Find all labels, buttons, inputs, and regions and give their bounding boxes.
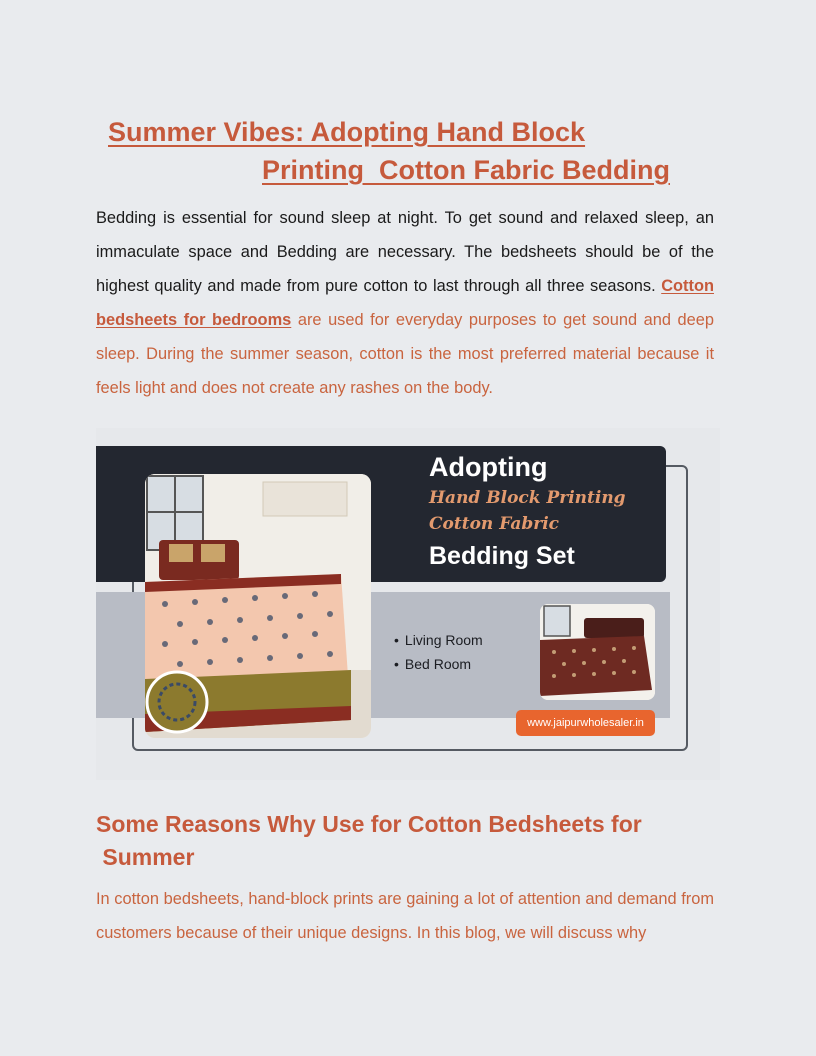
bedroom-photo-large (145, 474, 371, 738)
section-paragraph: In cotton bedsheets, hand-block prints are gaining a lot of attention and demand from customers because of their unique designs. In this blog, we will discuss why (96, 890, 714, 942)
article-title-line1: Summer Vibes: Adopting Hand Block (108, 117, 586, 147)
website-url-badge: www.jaipurwholesaler.in (516, 710, 655, 736)
title-cotton-fabric-bedding: Cotton Fabric Bedding (379, 155, 670, 185)
banner-title-bedding-set: Bedding Set (429, 542, 575, 570)
bedroom-photo-small (540, 604, 655, 700)
section-heading (96, 808, 642, 874)
intro-rest-text: are used for everyday purposes to get sound and deep sleep. During the summer season, cotton is the most preferred material because it feels light and does not create any rashes on the body. (96, 311, 715, 397)
promo-banner-image (96, 428, 720, 780)
banner-title-cotton-fabric: Cotton Fabric (429, 514, 559, 534)
article-title-line2 (262, 153, 670, 187)
section-heading-line1: Some Reasons Why Use for Cotton Bedsheets for (96, 811, 642, 837)
title-word-printing: Printing (262, 155, 364, 185)
bullet-bed-room: • Bed Room (394, 652, 483, 676)
section-heading-line2: Summer (102, 844, 195, 870)
bullet-living-room: • Living Room (394, 628, 483, 652)
intro-paragraph (96, 201, 714, 405)
banner-room-list (394, 628, 483, 676)
banner-title-hand-block: Hand Block Printing (429, 488, 626, 508)
banner-title-adopting: Adopting (429, 452, 548, 482)
intro-text: Bedding is essential for sound sleep at night. To get sound and relaxed sleep, an immaculate space and Bedding are necessary. The bedsheets should be of the highest quality and made from pure cotton to last through all three seasons. (96, 209, 714, 295)
cotton-bedsheets-link[interactable]: Cotton bedsheets for bedrooms (96, 277, 714, 329)
